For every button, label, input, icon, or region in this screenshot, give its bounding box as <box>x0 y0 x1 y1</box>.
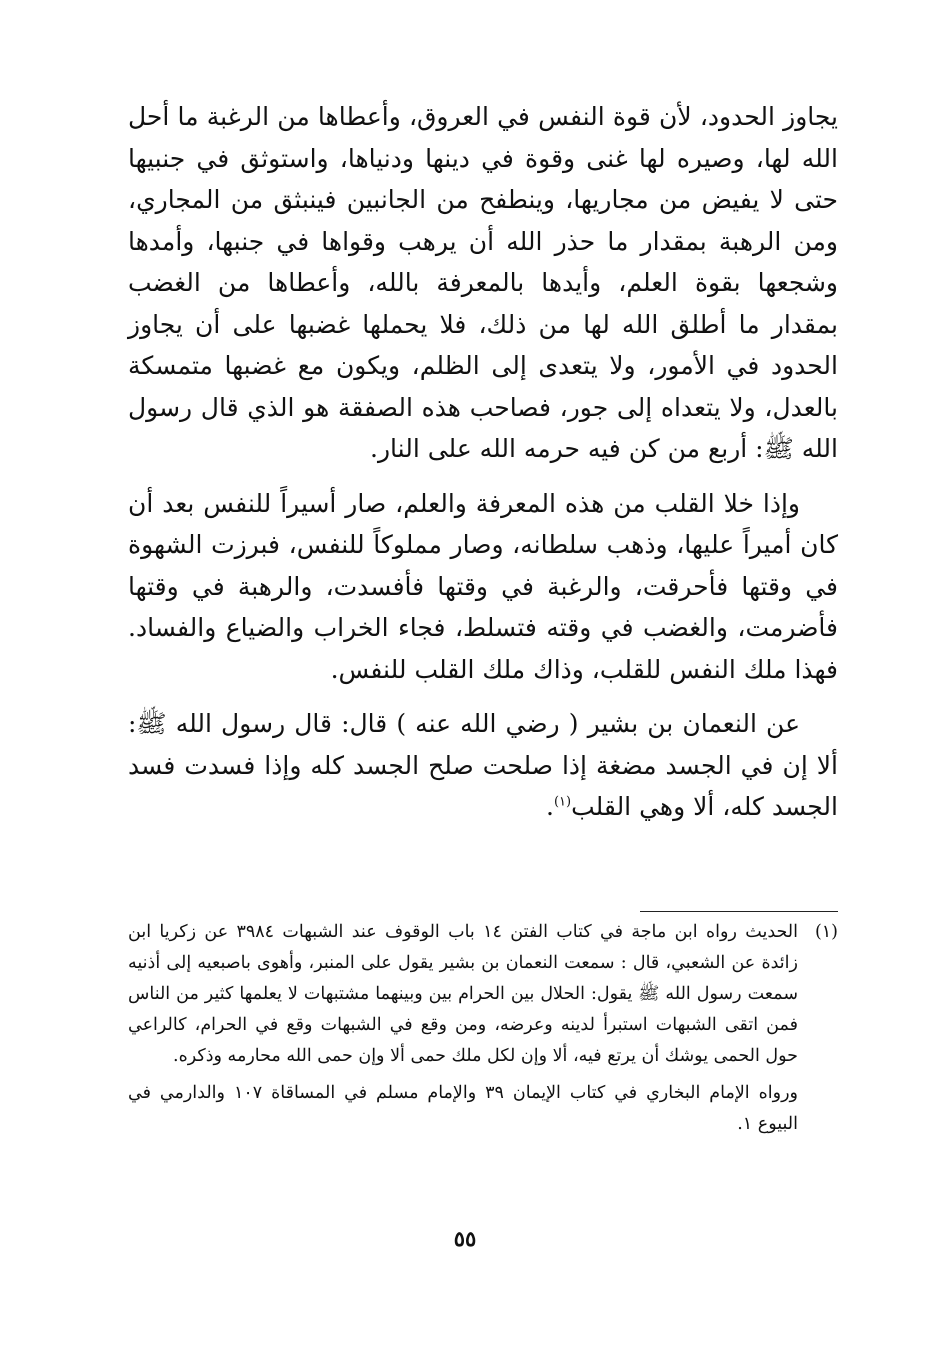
footnotes-section <box>128 917 838 1140</box>
paragraph-2: وإذا خلا القلب من هذه المعرفة والعلم، صار أسيراً للنفس بعد أن كان أميراً عليها، وذهب سلطانه، وصار مملوكاً للنفس، فبرزت الشهوة في وقتها فأحرقت، والرغبة في وقتها فأفسدت، والرهبة في وقتها فأضرمت، والغضب في وقته فتسلط، فجاء الخراب والضياع والفساد. فهذا ملك النفس للقلب، وذاك ملك القلب للنفس. <box>128 488 838 684</box>
paragraph-hadith <box>128 703 838 828</box>
footnote-text-1: الحديث رواه ابن ماجة في كتاب الفتن ١٤ باب الوقوف عند الشبهات ٣٩٨٤ عن زكريا ابن زائدة عن الشعبي، قال : سمعت النعمان بن بشير يقول على المنبر، وأهوى باصبعيه إلى أذنيه سمعت رسول الله ﷺ يقول: الحلال بين الحرام بين وبينهما مشتبهات لا يعلمها كثير من الناس فمن اتقى الشبهات استبرأ لدينه وعرضه، ومن وقع في الشبهات وقع في الحرام، كالراعي حول الحمى يوشك أن يرتع فيه، ألا وإن لكل ملك حمى ألا وإن حمى الله محارمه وذكره. <box>128 922 798 1066</box>
hadith-end: . <box>546 792 554 821</box>
hadith-text: عن النعمان بن بشير ( رضي الله عنه ) قال: قال رسول الله ﷺ: ألا إن في الجسد مضغة إذا صلحت صلح الجسد كله وإذا فسدت فسد الجسد كله، ألا وهي القلب <box>128 709 838 821</box>
footnote-reference[interactable]: (١) <box>553 794 572 810</box>
main-text <box>128 96 838 828</box>
paragraph-1: يجاوز الحدود، لأن قوة النفس في العروق، وأعطاها من الرغبة ما أحل الله لها، وصيره لها غنى وقوة في دينها ودنياها، واستوثق في جنبيها حتى لا يفيض من مجاريها، وينطفح من الجانبين فينبثق من المجاري، ومن الرهبة بمقدار ما حذر الله أن يرهب وقواها في جنبها، وأمدها وشجعها بقوة العلم، وأيدها بالمعرفة بالله، وأعطاها من الغضب بمقدار ما أطلق الله لها من ذلك، فلا يحملها غضبها على أن يجاوز الحدود في الأمور، ولا يتعدى إلى الظلم، ويكون مع غضبها متمسكة بالعدل، ولا يتعداه إلى جور، فصاحب هذه الصفقة هو الذي قال رسول الله ﷺ: أربع من كن فيه حرمه الله على النار. <box>128 102 838 463</box>
page-number: ٥٥ <box>453 1226 477 1251</box>
footnote-divider <box>640 911 838 912</box>
footnote-1 <box>128 917 838 1072</box>
footnote-number: (١) <box>814 922 838 942</box>
footnote-1-continuation: ورواه الإمام البخاري في كتاب الإيمان ٣٩ والإمام مسلم في المساقاة ١٠٧ والدارمي في البيوع ١. <box>128 1083 798 1134</box>
